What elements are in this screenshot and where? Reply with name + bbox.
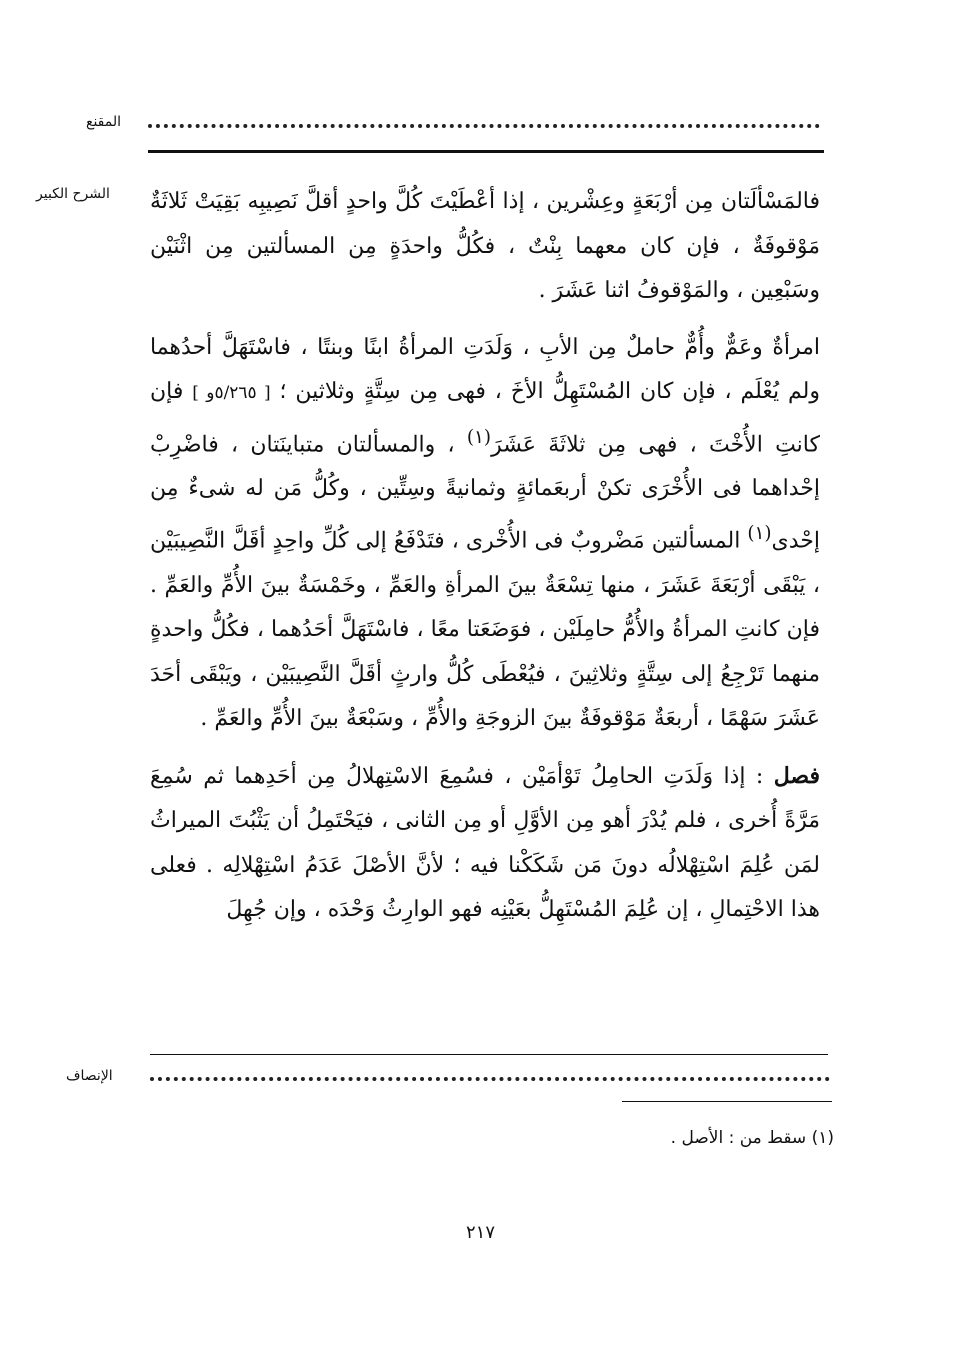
sharh-body (150, 180, 820, 933)
sharh-label: الشرح الكبير (36, 186, 110, 202)
paragraph-3-text: : إذا وَلَدَتِ الحامِلُ تَوْأمَيْن ، فسُمِعَ الاسْتِهلالُ مِن أحَدِهما ثم سُمِعَ مَرَّةً أُخرى ، فلم يُدْرَ أهو مِن الأوَّلِ أو مِن الثانى ، فيَحْتَمِلُ أن يَثْبُتَ الميراثُ لمَن عُلِمَ اسْتِهْلالُه دونَ مَن شَكَكْنا فيه ؛ لأنَّ الأصْلَ عَدَمُ اسْتِهْلالِه . فعلى هذا الاحْتِمالِ ، إن عُلِمَ المُسْتَهِلُّ بعَيْنِه فهو الوارِثُ وَحْدَه ، وإن جُهِلَ (150, 763, 820, 923)
paragraph-2-part-d: المسألتين مَضْروبٌ فى الأُخْرى ، فتَدْفَعُ إلى كُلِّ واحِدٍ أقَلَّ النَّصِيبَيْن ، يَبْقَى أرْبَعَةَ عَشَرَ ، منها تِسْعَةٌ بينَ المرأةِ والعَمِّ ، وخَمْسَةٌ بينَ الأُمِّ والعَمِّ . فإن كانتِ المرأةُ والأُمُّ حامِلَيْن ، فوَضَعَتا معًا ، فاسْتَهَلَّ أحَدُهما ، فكُلُّ واحدةٍ منهما تَرْجِعُ إلى سِتَّةٍ وثلاثِينَ ، فيُعْطَى كُلُّ وارثٍ أقَلَّ النَّصِيبَيْن ، ويَبْقَى أحَدَ عَشَرَ سَهْمًا ، أربعَةٌ مَوْقوفَةٌ بينَ الزوجَةِ والأُمِّ ، وسَبْعَةٌ بينَ الأُمِّ والعَمِّ . (150, 528, 820, 732)
fasl-heading: فصل (773, 762, 820, 789)
footnote-rule (622, 1101, 832, 1102)
paragraph-2-part-b: فإن كانتِ الأُخْتَ ، فهى مِن ثلاثَةَ عَشَرَ (150, 379, 820, 457)
paragraph-2-part-c: ، والمسألتان متباينَتان ، فاضْرِبْ إحْداهما فى الأُخْرَى تكنْ أربعَمائةٍ وثمانيةً وسِتِّين ، وكُلُّ مَن له شىءٌ مِن إحْدى (150, 431, 820, 554)
paragraph-3 (150, 754, 820, 933)
header-rule (148, 150, 824, 153)
insaf-label: الإنصاف (66, 1068, 113, 1084)
paragraph-2-part-a: امرأةٌ وعَمٌّ وأُمٌّ حاملٌ مِن الأبِ ، وَلَدَتِ المرأةُ ابنًا وبنتًا ، فاسْتَهَلَّ أحدُهما ولم يُعْلَم ، فإن كان المُسْتَهِلُّ الأخَ ، فهى مِن سِتَّةٍ وثلاثين ؛ (150, 334, 821, 404)
footnote: (١) سقط من : الأصل . (670, 1128, 834, 1148)
paragraph-1: فالمَسْألَتان مِن أرْبَعَةٍ وعِشْرين ، إذا أعْطَيْتَ كُلَّ واحدٍ أقلَّ نَصِيبِه بَقِيَتْ ثَلاثَةٌ مَوْقوفَةٌ ، فإن كان معهما بِنْتٌ ، فكُلُّ واحدَةٍ مِن المسألتين مِن اثْنَيْن وسَبْعِين ، والمَوْقوفُ اثنا عَشَرَ . (150, 189, 820, 303)
muqni-dotted-line (148, 124, 820, 128)
margin-reference: [ ٥/٢٦٥و ] (192, 383, 271, 403)
insaf-dotted-line (150, 1077, 830, 1081)
footnote-marker-1: (١) (466, 426, 492, 448)
insaf-rule (150, 1054, 828, 1055)
footnote-marker-2: (١) (747, 522, 772, 544)
page-number: ٢١٧ (465, 1222, 495, 1243)
muqni-label: المقنع (86, 114, 122, 130)
paragraph-2 (150, 326, 820, 742)
